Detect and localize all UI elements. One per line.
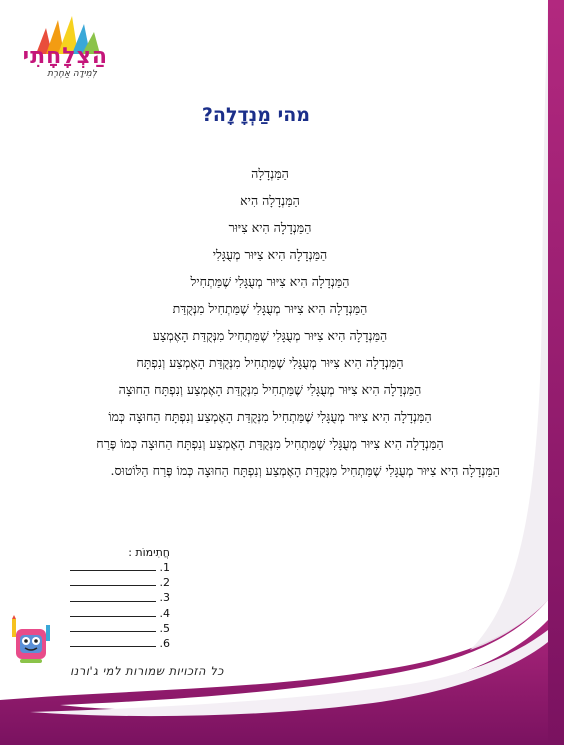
signature-row	[70, 636, 170, 651]
page-title: מהי מַנְדָלָה?	[201, 104, 310, 126]
signature-number: 4.	[159, 606, 170, 620]
text-line: הַמַּנְדָלָה הִיא צִיּוּר מְעֻגָּלִי שֶׁמַּתְחִיל מִנְּקֻדַּת הָאֶמְצַע וְנִפְתָּח	[136, 355, 404, 370]
signature-line[interactable]	[70, 636, 156, 647]
text-line: הַמַּנְדָלָה הִיא צִיּוּר מְעֻגָּלִי שֶׁמַּתְחִיל מִנְּקֻדַּת הָאֶמְצַע וְנִפְתָּח הַחוּצָה כְּמוֹ	[108, 409, 432, 424]
text-line: הַמַּנְדָלָה הִיא צִיּוּר מְעֻגָּלִי שֶׁמַּתְחִיל מִנְּקֻדַּת הָאֶמְצַע	[152, 328, 388, 343]
copyright-credit: כל הזכויות שמורות למי ג'ורנו	[70, 664, 224, 678]
signature-row	[70, 560, 170, 575]
signature-line[interactable]	[70, 621, 156, 632]
signature-line[interactable]	[70, 590, 156, 601]
signature-row	[70, 606, 170, 621]
text-line: הַמַּנְדָלָה הִיא צִיּוּר מְעֻגָּלִי שֶׁמַּתְחִיל מִנְּקֻדַּת הָאֶמְצַע וְנִפְתָּח הַחוּצָה	[118, 382, 422, 397]
signature-row	[70, 575, 170, 590]
signature-line[interactable]	[70, 606, 156, 617]
signature-line[interactable]	[70, 560, 156, 571]
text-line: הַמַּנְדָלָה הִיא צִיּוּר מְעֻגָּלִי	[212, 247, 328, 262]
signatures-title: חֲתִימוֹת :	[128, 546, 170, 559]
signature-number: 6.	[159, 636, 170, 650]
mandala-text-lines	[40, 160, 500, 484]
text-line: הַמַּנְדָלָה הִיא צִיּוּר מְעֻגָּלִי שֶׁמַּתְחִיל	[190, 274, 350, 289]
text-line: הַמַּנְדָלָה הִיא צִיּוּר מְעֻגָּלִי שֶׁמַּתְחִיל מִנְּקֻדַּת הָאֶמְצַע וְנִפְתָּח הַחוּצָה כְּמוֹ פֶּרַח	[96, 436, 444, 451]
text-line: הַמַּנְדָלָה הִיא	[240, 193, 300, 208]
signature-number: 1.	[159, 561, 170, 574]
text-line: הַמַּנְדָלָה הִיא צִיּוּר	[228, 220, 312, 235]
signature-number: 2.	[159, 576, 170, 590]
signature-number: 3.	[159, 591, 170, 605]
logo-subtext: לְמִידָה אַחֶרֶת	[47, 69, 97, 79]
signature-line[interactable]	[70, 575, 156, 586]
signature-row	[70, 590, 170, 605]
signatures-block	[70, 545, 170, 651]
logo-text: הַצְלָחָתִי	[22, 44, 108, 69]
signature-row	[70, 621, 170, 636]
mascot-icon	[10, 615, 54, 665]
text-line: הַמַּנְדָלָה	[251, 166, 289, 181]
text-line: הַמַּנְדָלָה הִיא צִיּוּר מְעֻגָּלִי שֶׁמַּתְחִיל מִנְּקֻדַּת הָאֶמְצַע וְנִפְתָּח הַחוּצָה כְּמוֹ פֶּרַח הַלּוֹטוּס.	[110, 463, 500, 478]
signature-number: 5.	[159, 621, 170, 635]
text-line: הַמַּנְדָלָה הִיא צִיּוּר מְעֻגָּלִי שֶׁמַּתְחִיל מִנְּקֻדַּת	[172, 301, 368, 316]
